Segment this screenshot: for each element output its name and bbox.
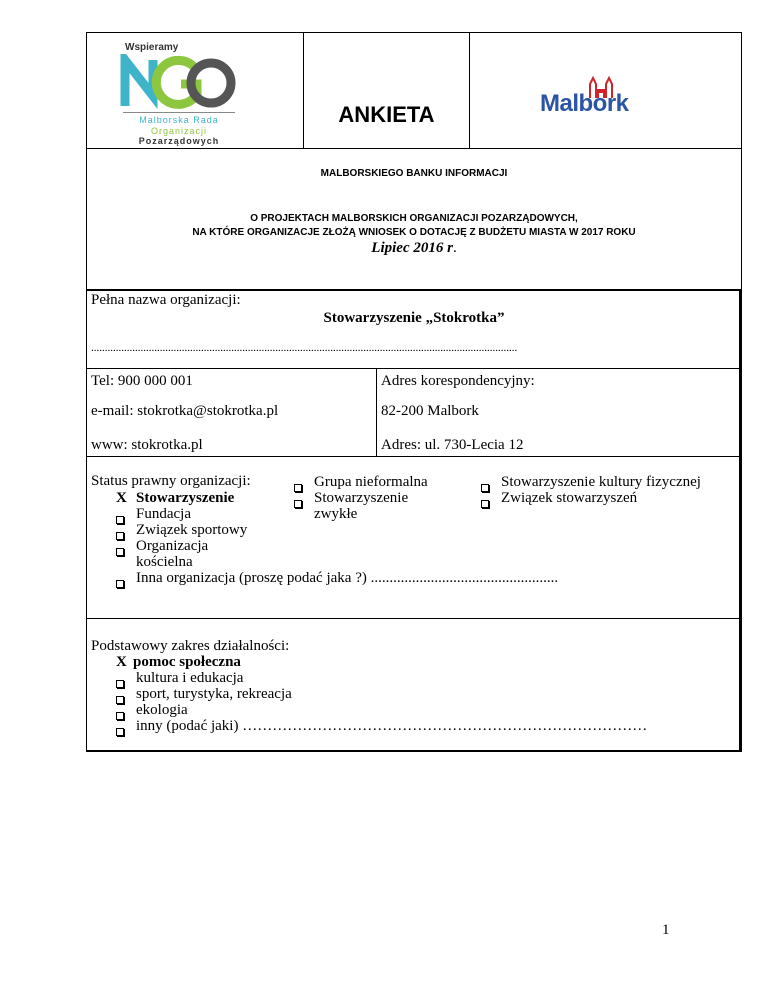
activity-checked-mark[interactable]: X bbox=[116, 654, 127, 670]
status-checked-label: Stowarzyszenie bbox=[136, 490, 235, 506]
table-bottom-border bbox=[86, 750, 742, 752]
ngo-letters-icon bbox=[117, 54, 241, 110]
checkbox-inny[interactable] bbox=[116, 723, 126, 733]
activity-checked-label: pomoc społeczna bbox=[133, 654, 241, 670]
option-zwiazek-sportowy: Związek sportowy bbox=[136, 522, 248, 538]
organization-name[interactable]: Stowarzyszenie „Stokrotka” bbox=[323, 310, 505, 326]
checkbox-fundacja[interactable] bbox=[116, 511, 126, 521]
header-divider-right bbox=[469, 32, 470, 149]
activity-inny: inny (podać jaki) ……………………………………………………………………… bbox=[136, 718, 648, 734]
email-field[interactable]: e-mail: stokrotka@stokrotka.pl bbox=[91, 403, 279, 419]
address-label: Adres korespondencyjny: bbox=[381, 373, 535, 389]
activity-sport-turystyka: sport, turystyka, rekreacja bbox=[136, 686, 292, 702]
table-right-border-bottom bbox=[739, 290, 742, 750]
table-left-border bbox=[86, 32, 87, 752]
address-field[interactable]: Adres: ul. 730-Lecia 12 bbox=[381, 437, 524, 453]
checkbox-kultura-edukacja[interactable] bbox=[116, 675, 126, 685]
checkbox-zwiazek-stowarzyszen[interactable] bbox=[481, 495, 491, 505]
checkbox-zwiazek-sportowy[interactable] bbox=[116, 527, 126, 537]
header-divider-left bbox=[303, 32, 304, 149]
subheader-line2: O PROJEKTACH MALBORSKICH ORGANIZACJI POZARZĄDOWYCH, bbox=[250, 213, 578, 224]
subheader-date bbox=[86, 240, 742, 257]
ngo-logo-divider bbox=[123, 112, 235, 113]
postal-field[interactable]: 82-200 Malbork bbox=[381, 403, 479, 419]
checkbox-sport-turystyka[interactable] bbox=[116, 691, 126, 701]
organization-label: Pełna nazwa organizacji: bbox=[91, 292, 241, 308]
malbork-logo-text: Malbork bbox=[540, 90, 629, 117]
page-title: ANKIETA bbox=[338, 102, 435, 127]
contact-bottom-border bbox=[86, 456, 742, 457]
activity-label: Podstawowy zakres działalności: bbox=[91, 638, 290, 654]
checkbox-inna-organizacja[interactable] bbox=[116, 575, 126, 585]
option-grupa-nieformalna: Grupa nieformalna bbox=[314, 474, 428, 490]
ngo-logo-line1: Malborska Rada bbox=[139, 115, 219, 125]
option-stowarzyszenie: Stowarzyszenie bbox=[314, 490, 409, 506]
date-text: Lipiec 2016 r bbox=[371, 240, 453, 256]
organization-dots: ........................................................................................................................................................... bbox=[91, 342, 518, 354]
subheader-line3: NA KTÓRE ORGANIZACJE ZŁOŻĄ WNIOSEK O DOTACJĘ Z BUDŻETU MIASTA W 2017 ROKU bbox=[192, 227, 636, 238]
ngo-logo-top-text: Wspieramy bbox=[125, 42, 179, 53]
status-checked-mark[interactable]: X bbox=[116, 490, 127, 506]
option-stowarzyszenie-kultury-fizycznej: Stowarzyszenie kultury fizycznej bbox=[501, 474, 701, 490]
tel-field[interactable]: Tel: 900 000 001 bbox=[91, 373, 193, 389]
table-top-border bbox=[86, 32, 742, 33]
activity-ekologia: ekologia bbox=[136, 702, 188, 718]
organization-bottom-border bbox=[86, 368, 742, 369]
checkbox-ekologia[interactable] bbox=[116, 707, 126, 717]
contact-divider bbox=[376, 368, 377, 456]
checkbox-organizacja-koscielna[interactable] bbox=[116, 543, 126, 553]
activity-kultura-edukacja: kultura i edukacja bbox=[136, 670, 244, 686]
header-bottom-border bbox=[86, 148, 742, 149]
status-bottom-border bbox=[86, 618, 742, 619]
page-number: 1 bbox=[662, 922, 670, 938]
ngo-logo bbox=[117, 42, 241, 147]
date-dot: . bbox=[452, 240, 457, 256]
option-zwykle: zwykłe bbox=[314, 506, 358, 522]
checkbox-grupa-nieformalna[interactable] bbox=[294, 479, 304, 489]
ngo-logo-line2: Organizacji bbox=[150, 126, 208, 136]
option-organizacja: Organizacja bbox=[136, 538, 209, 554]
checkbox-stowarzyszenie-kultury-fizycznej[interactable] bbox=[481, 479, 491, 489]
option-fundacja: Fundacja bbox=[136, 506, 191, 522]
status-label: Status prawny organizacji: bbox=[91, 473, 251, 489]
option-zwiazek-stowarzyszen: Związek stowarzyszeń bbox=[501, 490, 638, 506]
ngo-logo-line3: Pozarządowych bbox=[138, 136, 220, 146]
subheader-bottom-border bbox=[86, 289, 742, 291]
www-field[interactable]: www: stokrotka.pl bbox=[91, 437, 203, 453]
option-inna-organizacja: Inna organizacja (proszę podać jaka ?) .................................................. bbox=[136, 570, 559, 586]
option-koscielna: kościelna bbox=[136, 554, 193, 570]
malbork-logo bbox=[540, 76, 640, 126]
checkbox-stowarzyszenie-zwykle[interactable] bbox=[294, 495, 304, 505]
subheader-line1: MALBORSKIEGO BANKU INFORMACJI bbox=[320, 168, 508, 179]
